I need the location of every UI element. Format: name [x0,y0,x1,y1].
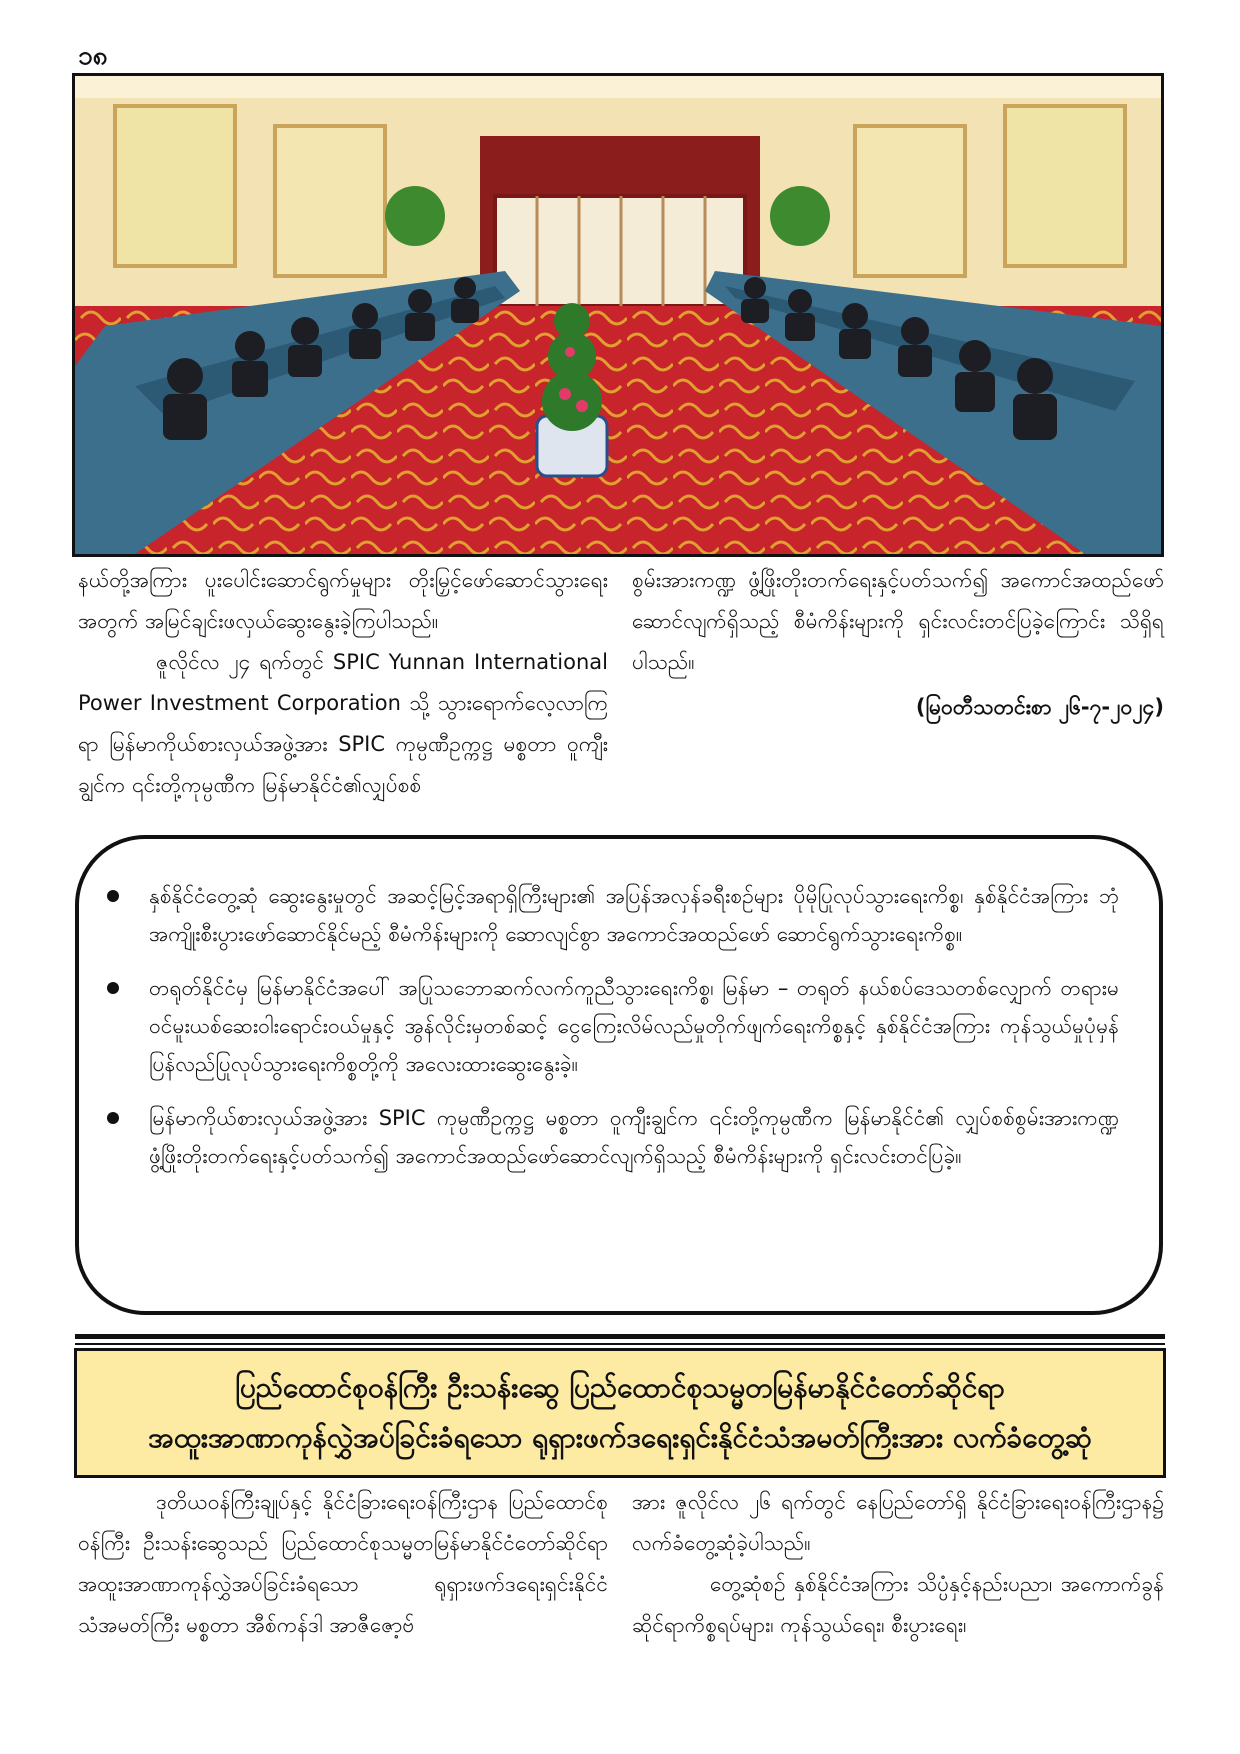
article1-paragraph: စွမ်းအားကဏ္ဍ ဖွံ့ဖြိုးတိုးတက်ရေးနှင့်ပတ်သက်၍ အကောင်အထည်ဖော်ဆောင်လျက်ရှိသည့် စီမံကိန်းများကို ရှင်းလင်းတင်ပြခဲ့ကြောင်း သိရှိရပါသည်။ [632,568,1164,674]
article2-headline [74,1348,1166,1478]
section-divider-thin [75,1343,1165,1345]
headline-line-1: ပြည်ထောင်စုဝန်ကြီး ဦးသန်းဆွေ ပြည်ထောင်စုသမ္မတမြန်မာနိုင်ငံတော်ဆိုင်ရာ [235,1371,1005,1404]
article1-right-column [632,560,1164,728]
section-divider [75,1334,1165,1339]
highlight-item [149,969,1119,1083]
meeting-photo [72,73,1164,557]
highlights-box [75,835,1163,1315]
article2-right-column [632,1482,1164,1646]
bullet-dot-icon [107,1112,119,1124]
article2-paragraph: တွေ့ဆုံစဉ် နှစ်နိုင်ငံအကြား သိပ္ပံနှင့်နည်းပညာ၊ အကောက်ခွန်ဆိုင်ရာကိစ္စရပ်များ၊ ကုန်သွယ်ရေး၊ စီးပွားရေး၊ [632,1572,1164,1637]
highlight-text: တရုတ်နိုင်ငံမှ မြန်မာနိုင်ငံအပေါ် အပြုသဘောဆက်လက်ကူညီသွားရေးကိစ္စ၊ မြန်မာ – တရုတ် နယ်စပ်ဒေသတစ်လျှောက် တရားမဝင်မူးယစ်ဆေးဝါးရောင်းဝယ်မှုနှင့် အွန်လိုင်းမှတစ်ဆင့် ငွေကြေးလိမ်လည်မှုတိုက်ဖျက်ရေးကိစ္စနှင့် နှစ်နိုင်ငံအကြား ကုန်သွယ်မှုပုံမှန် ပြန်လည်ပြုလုပ်သွားရေးကိစ္စတို့ကို အလေးထားဆွေးနွေးခဲ့။ [149,976,1119,1076]
bullet-dot-icon [107,890,119,902]
highlight-text: နှစ်နိုင်ငံတွေ့ဆုံ ဆွေးနွေးမှုတွင် အဆင့်မြင့်အရာရှိကြီးများ၏ အပြန်အလှန်ခရီးစဉ်များ ပိုမိုပြုလုပ်သွားရေးကိစ္စ၊ နှစ်နိုင်ငံအကြား ဘုံအကျိုးစီးပွားဖော်ဆောင်နိုင်မည့် စီမံကိန်းများကို ဆောလျင်စွာ အကောင်အထည်ဖော် ဆောင်ရွက်သွားရေးကိစ္စ။ [149,884,1119,946]
article2-left-column [78,1482,608,1646]
article1-paragraph: ဇူလိုင်လ ၂၄ ရက်တွင် SPIC Yunnan International Power Investment Corporation သို့ သွားရောက်လေ့လာကြရာ မြန်မာကိုယ်စားလှယ်အဖွဲ့အား SPIC ကုမ္ပဏီဥက္ကဋ္ဌ မစ္စတာ ဝူကျီးချွင်က ၎င်းတို့ကုမ္ပဏီက မြန်မာနိုင်ငံ၏လျှပ်စစ် [78,650,608,797]
highlight-item [149,1099,1119,1175]
article1-paragraph: နယ်တို့အကြား ပူးပေါင်းဆောင်ရွက်မှုများ တိုးမြှင့်ဖော်ဆောင်သွားရေးအတွက် အမြင်ချင်းဖလှယ်ဆွေးနွေးခဲ့ကြပါသည်။ [78,568,608,633]
article2-paragraph: ဒုတိယဝန်ကြီးချုပ်နှင့် နိုင်ငံခြားရေးဝန်ကြီးဌာန ပြည်ထောင်စုဝန်ကြီး ဦးသန်းဆွေသည် ပြည်ထောင်စုသမ္မတမြန်မာနိုင်ငံတော်ဆိုင်ရာ အထူးအာဏာကုန်လွှဲအပ်ခြင်းခံရသော ရုရှားဖက်ဒရေးရှင်းနိုင်ငံသံအမတ်ကြီး မစ္စတာ အီစ်ကန်ဒါ အာဇီဇော့ဗ် [78,1490,608,1637]
article2-paragraph: အား ဇူလိုင်လ ၂၆ ရက်တွင် နေပြည်တော်ရှိ နိုင်ငံခြားရေးဝန်ကြီးဌာန၌ လက်ခံတွေ့ဆုံခဲ့ပါသည်။ [632,1490,1164,1555]
page-number: ၁၈ [78,41,108,71]
highlights-list [79,839,1159,1175]
article1-source: (မြဝတီသတင်းစာ ၂၆-၇-၂၀၂၄) [915,695,1164,719]
bullet-dot-icon [107,982,119,994]
highlight-item [149,877,1119,953]
headline-line-2: အထူးအာဏာကုန်လွှဲအပ်ခြင်းခံရသော ရုရှားဖက်ဒရေးရှင်းနိုင်ငံသံအမတ်ကြီးအား လက်ခံတွေ့ဆုံ [148,1421,1092,1454]
highlight-text: မြန်မာကိုယ်စားလှယ်အဖွဲ့အား SPIC ကုမ္ပဏီဥက္ကဋ္ဌ မစ္စတာ ဝူကျီးချွင်က ၎င်းတို့ကုမ္ပဏီက မြန်မာနိုင်ငံ၏ လျှပ်စစ်စွမ်းအားကဏ္ဍ ဖွံ့ဖြိုးတိုးတက်ရေးနှင့်ပတ်သက်၍ အကောင်အထည်ဖော်ဆောင်လျက်ရှိသည့် စီမံကိန်းများကို ရှင်းလင်းတင်ပြခဲ့။ [149,1106,1119,1168]
article1-left-column [78,560,608,806]
